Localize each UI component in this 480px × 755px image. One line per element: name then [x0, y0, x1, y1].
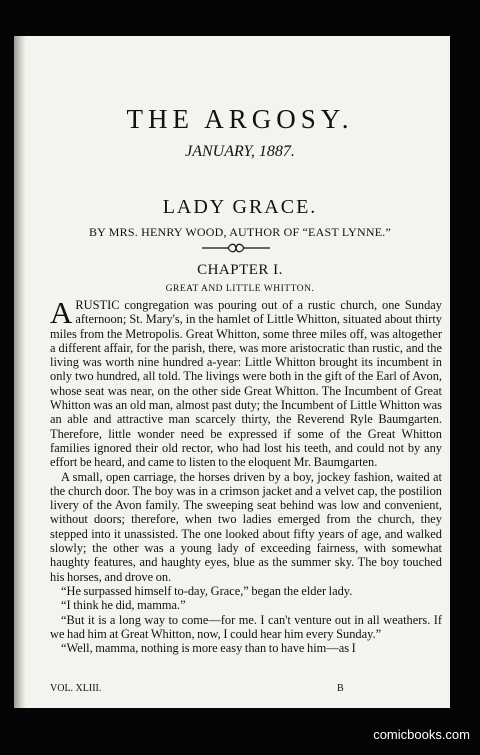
- drop-cap: A: [50, 295, 73, 330]
- paragraph-1-text: RUSTIC congregation was pouring out of a rustic church, one Sunday afternoon; St. Mary's, in the hamlet of Little Whitton, situated about thirty miles from the Metropolis. Great Whitton, some three miles off, was altogether a different affair, for the parish, there, was more aristocratic than rustic, and the living was worth nine hundred a-year: Little Whitton brought its incumbent in only two hundred, all told. The livings were both in the gift of the Earl of Avon, whose seat was near, on the other side Great Whitton. The Incumbent of Great Whitton was an old man, almost past duty; the Incumbent of Little Whitton was an able and attractive man scarcely thirty, the Reverend Ryle Baumgarten. Therefore, little wonder need be expressed if some of the Great Whitton families ignored their old rector, who had lost his teeth, and could not by any effort be heard, and came to listen to the eloquent Mr. Baumgarten.: [50, 298, 442, 470]
- ornament-divider: [200, 241, 272, 255]
- volume-number: VOL. XLIII.: [50, 683, 102, 694]
- story-title: LADY GRACE.: [162, 196, 318, 218]
- paragraph-1: [50, 295, 442, 470]
- paragraph-6: “Well, mamma, nothing is more easy than to have him—as I: [61, 641, 356, 656]
- signature-mark: B: [337, 683, 344, 694]
- chapter-title: CHAPTER I.: [197, 262, 283, 278]
- page-spine-shadow: [14, 36, 26, 708]
- paragraph-2: A small, open carriage, the horses driven by a boy, jockey fashion, waited at the church door. The boy was in a crimson jacket and a velvet cap, the postilion livery of the Avon family. The sweeping seat behind was low and convenient, without doors; therefore, when two ladies emerged from the church, they stepped into it unassisted. The one looked about fifty years of age, and walked slowly; the other was a young lady of exceeding fairness, with somewhat haughty features, and haughty eyes, blue as the summer sky. The boy touched his horses, and drove on.: [50, 469, 442, 584]
- paragraph-3: “He surpassed himself to-day, Grace,” began the elder lady.: [61, 583, 353, 598]
- site-watermark: comicbooks.com: [373, 727, 470, 742]
- chapter-subtitle: GREAT AND LITTLE WHITTON.: [165, 284, 315, 294]
- author-byline: BY MRS. HENRY WOOD, AUTHOR OF “EAST LYNNE.”: [88, 225, 392, 239]
- issue-date: JANUARY, 1887.: [185, 143, 295, 160]
- paragraph-4: “I think he did, mamma.”: [61, 598, 186, 613]
- ornament-center-knot: [228, 244, 244, 252]
- chapter-body: [50, 295, 442, 656]
- paragraph-5: “But it is a long way to come—for me. I can't venture out in all weathers. If we had him at Great Whitton, now, I could hear him every Sunday.”: [50, 612, 442, 641]
- journal-title: THE ARGOSY.: [126, 104, 354, 134]
